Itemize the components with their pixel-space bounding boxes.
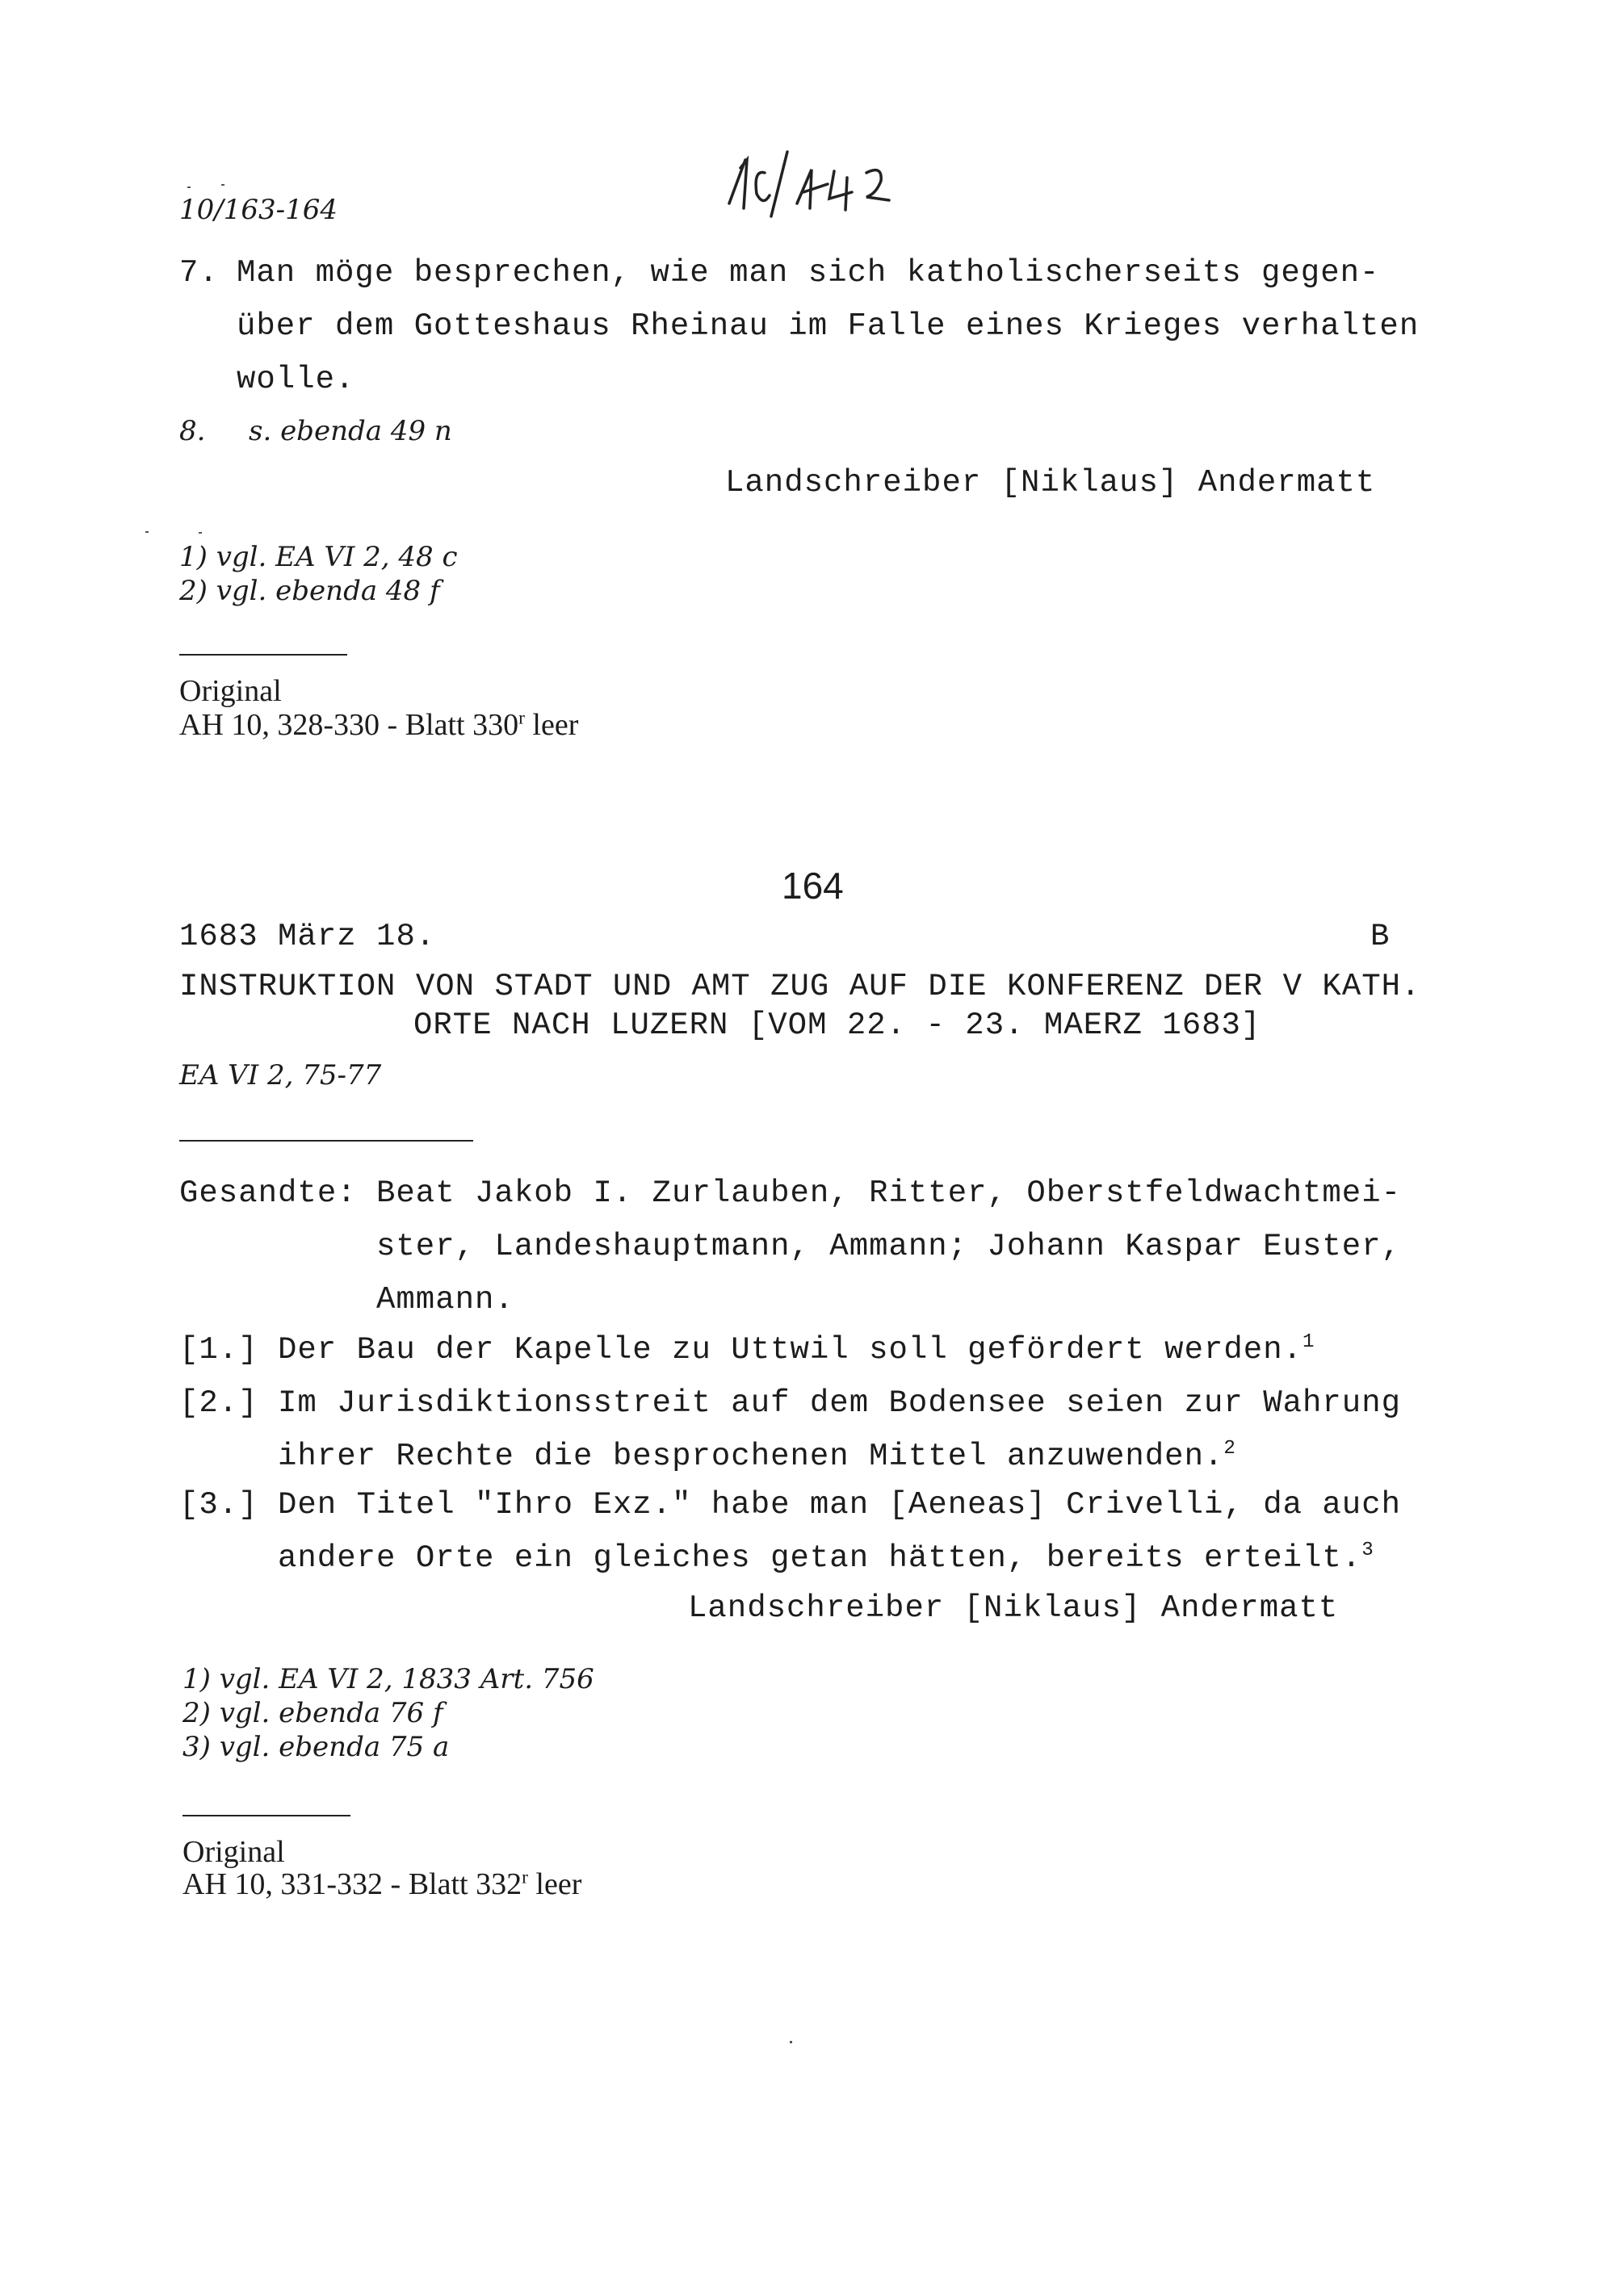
item-1-text: Der Bau der Kapelle zu Uttwil soll gefördert werden.$^1$ [278,1331,1315,1368]
item-8-number: 8. [179,415,206,447]
archive-number: 10/163-164 [179,194,338,226]
signature: Landschreiber [Niklaus] Andermatt [688,1590,1339,1626]
envoys-line-3: Ammann. [376,1282,514,1318]
document-title-line-2: ORTE NACH LUZERN [VOM 22. - 23. MAERZ 1683] [413,1008,1261,1043]
document-number: 164 [782,865,844,907]
item-7-line-1: Man möge besprechen, wie man sich katholischerseits gegen- [237,255,1380,291]
document-reference: EA VI 2, 75-77 [179,1059,382,1091]
footnote-prev-2: 2) vgl. ebenda 48 f [179,575,440,607]
divider-prev [179,654,347,656]
item-2-line-2: ihrer Rechte die besprochenen Mittel anzuwenden.$^2$ [278,1438,1236,1474]
item-7-line-2: über dem Gotteshaus Rheinau im Falle eines Krieges verhalten [237,308,1420,344]
footnote-prev-1: 1) vgl. EA VI 2, 48 c [179,541,458,573]
document-letter: B [1370,919,1391,954]
original-ref-prev: AH 10, 328-330 - Blatt 330$^r$ leer [179,707,579,742]
envoys-line-1: Beat Jakob I. Zurlauben, Ritter, Oberstfeldwachtmei- [376,1175,1401,1211]
handwritten-archive-reference [723,145,917,222]
original-label: Original [182,1835,285,1869]
item-3-number: [3.] [179,1487,258,1523]
original-label-prev: Original [179,674,282,708]
document-date: 1683 März 18. [179,919,436,954]
item-7-line-3: wolle. [237,362,355,397]
item-3-line-1: Den Titel "Ihro Exz." habe man [Aeneas] Crivelli, da auch [278,1487,1402,1523]
original-ref: AH 10, 331-332 - Blatt 332$^r$ leer [182,1867,582,1901]
envoys-line-2: ster, Landeshauptmann, Ammann; Johann Kaspar Euster, [376,1229,1401,1264]
footnote-1: 1) vgl. EA VI 2, 1833 Art. 756 [182,1663,594,1695]
footnote-3: 3) vgl. ebenda 75 a [182,1731,450,1763]
footnote-2: 2) vgl. ebenda 76 f [182,1697,443,1729]
item-1-number: [1.] [179,1332,258,1368]
divider-header [179,1140,473,1142]
envoys-label: Gesandte: [179,1175,357,1211]
item-7-number: 7. [179,255,219,291]
item-2-number: [2.] [179,1385,258,1421]
item-8-text: s. ebenda 49 n [249,415,452,447]
divider-footer [182,1815,350,1816]
item-2-line-1: Im Jurisdiktionsstreit auf dem Bodensee seien zur Wahrung [278,1385,1402,1421]
document-title-line-1: INSTRUKTION VON STADT UND AMT ZUG AUF DIE KONFERENZ DER V KATH. [179,969,1421,1004]
item-3-line-2: andere Orte ein gleiches getan hätten, bereits erteilt.$^3$ [278,1540,1374,1576]
signature-prev: Landschreiber [Niklaus] Andermatt [725,465,1376,501]
